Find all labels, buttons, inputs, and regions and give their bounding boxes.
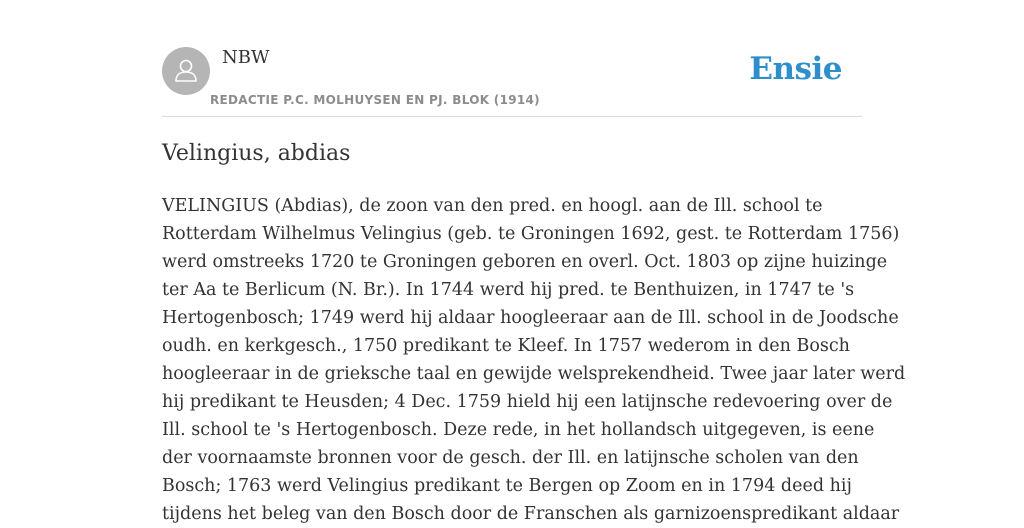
author-avatar[interactable] <box>162 47 210 95</box>
user-icon <box>162 47 210 95</box>
body-line: Hertogenbosch; 1749 werd hij aldaar hoogleeraar aan de Ill. school in de Joodsche <box>162 308 899 328</box>
brand-logo[interactable]: Ensie <box>749 51 842 87</box>
header <box>162 0 862 117</box>
author-name[interactable]: NBW <box>222 47 270 68</box>
body-line: Bosch; 1763 werd Velingius predikant te Bergen op Zoom en in 1794 deed hij <box>162 476 852 496</box>
body-line: hij predikant te Heusden; 4 Dec. 1759 hield hij een latijnsche redevoering over de <box>162 392 893 412</box>
body-line: hoogleeraar in de grieksche taal en gewijde welsprekendheid. Twee jaar later werd <box>162 364 906 384</box>
body-line: werd omstreeks 1720 te Groningen geboren en overl. Oct. 1803 op zijne huizinge <box>162 252 888 272</box>
body-line: ter Aa te Berlicum (N. Br.). In 1744 werd hij pred. te Benthuizen, in 1747 te 's <box>162 280 855 300</box>
page <box>162 0 906 524</box>
page-title: Velingius, abdias <box>162 141 351 166</box>
body-line: VELINGIUS (Abdias), de zoon van den pred. en hoogl. aan de Ill. school te <box>162 196 823 216</box>
body-line: tijdens het beleg van den Bosch door de Franschen als garnizoenspredikant aldaar <box>162 504 900 524</box>
article-body <box>162 192 906 528</box>
body-line: oudh. en kerkgesch., 1750 predikant te Kleef. In 1757 wederom in den Bosch <box>162 336 850 356</box>
body-line: Ill. school te 's Hertogenbosch. Deze rede, in het hollandsch uitgegeven, is eene <box>162 420 875 440</box>
body-line: der voornaamste bronnen voor de gesch. der Ill. en latijnsche scholen van den <box>162 448 859 468</box>
source-subtitle: REDACTIE P.C. MOLHUYSEN EN PJ. BLOK (1914) <box>210 93 540 107</box>
body-line: Rotterdam Wilhelmus Velingius (geb. te Groningen 1692, gest. te Rotterdam 1756) <box>162 224 900 244</box>
